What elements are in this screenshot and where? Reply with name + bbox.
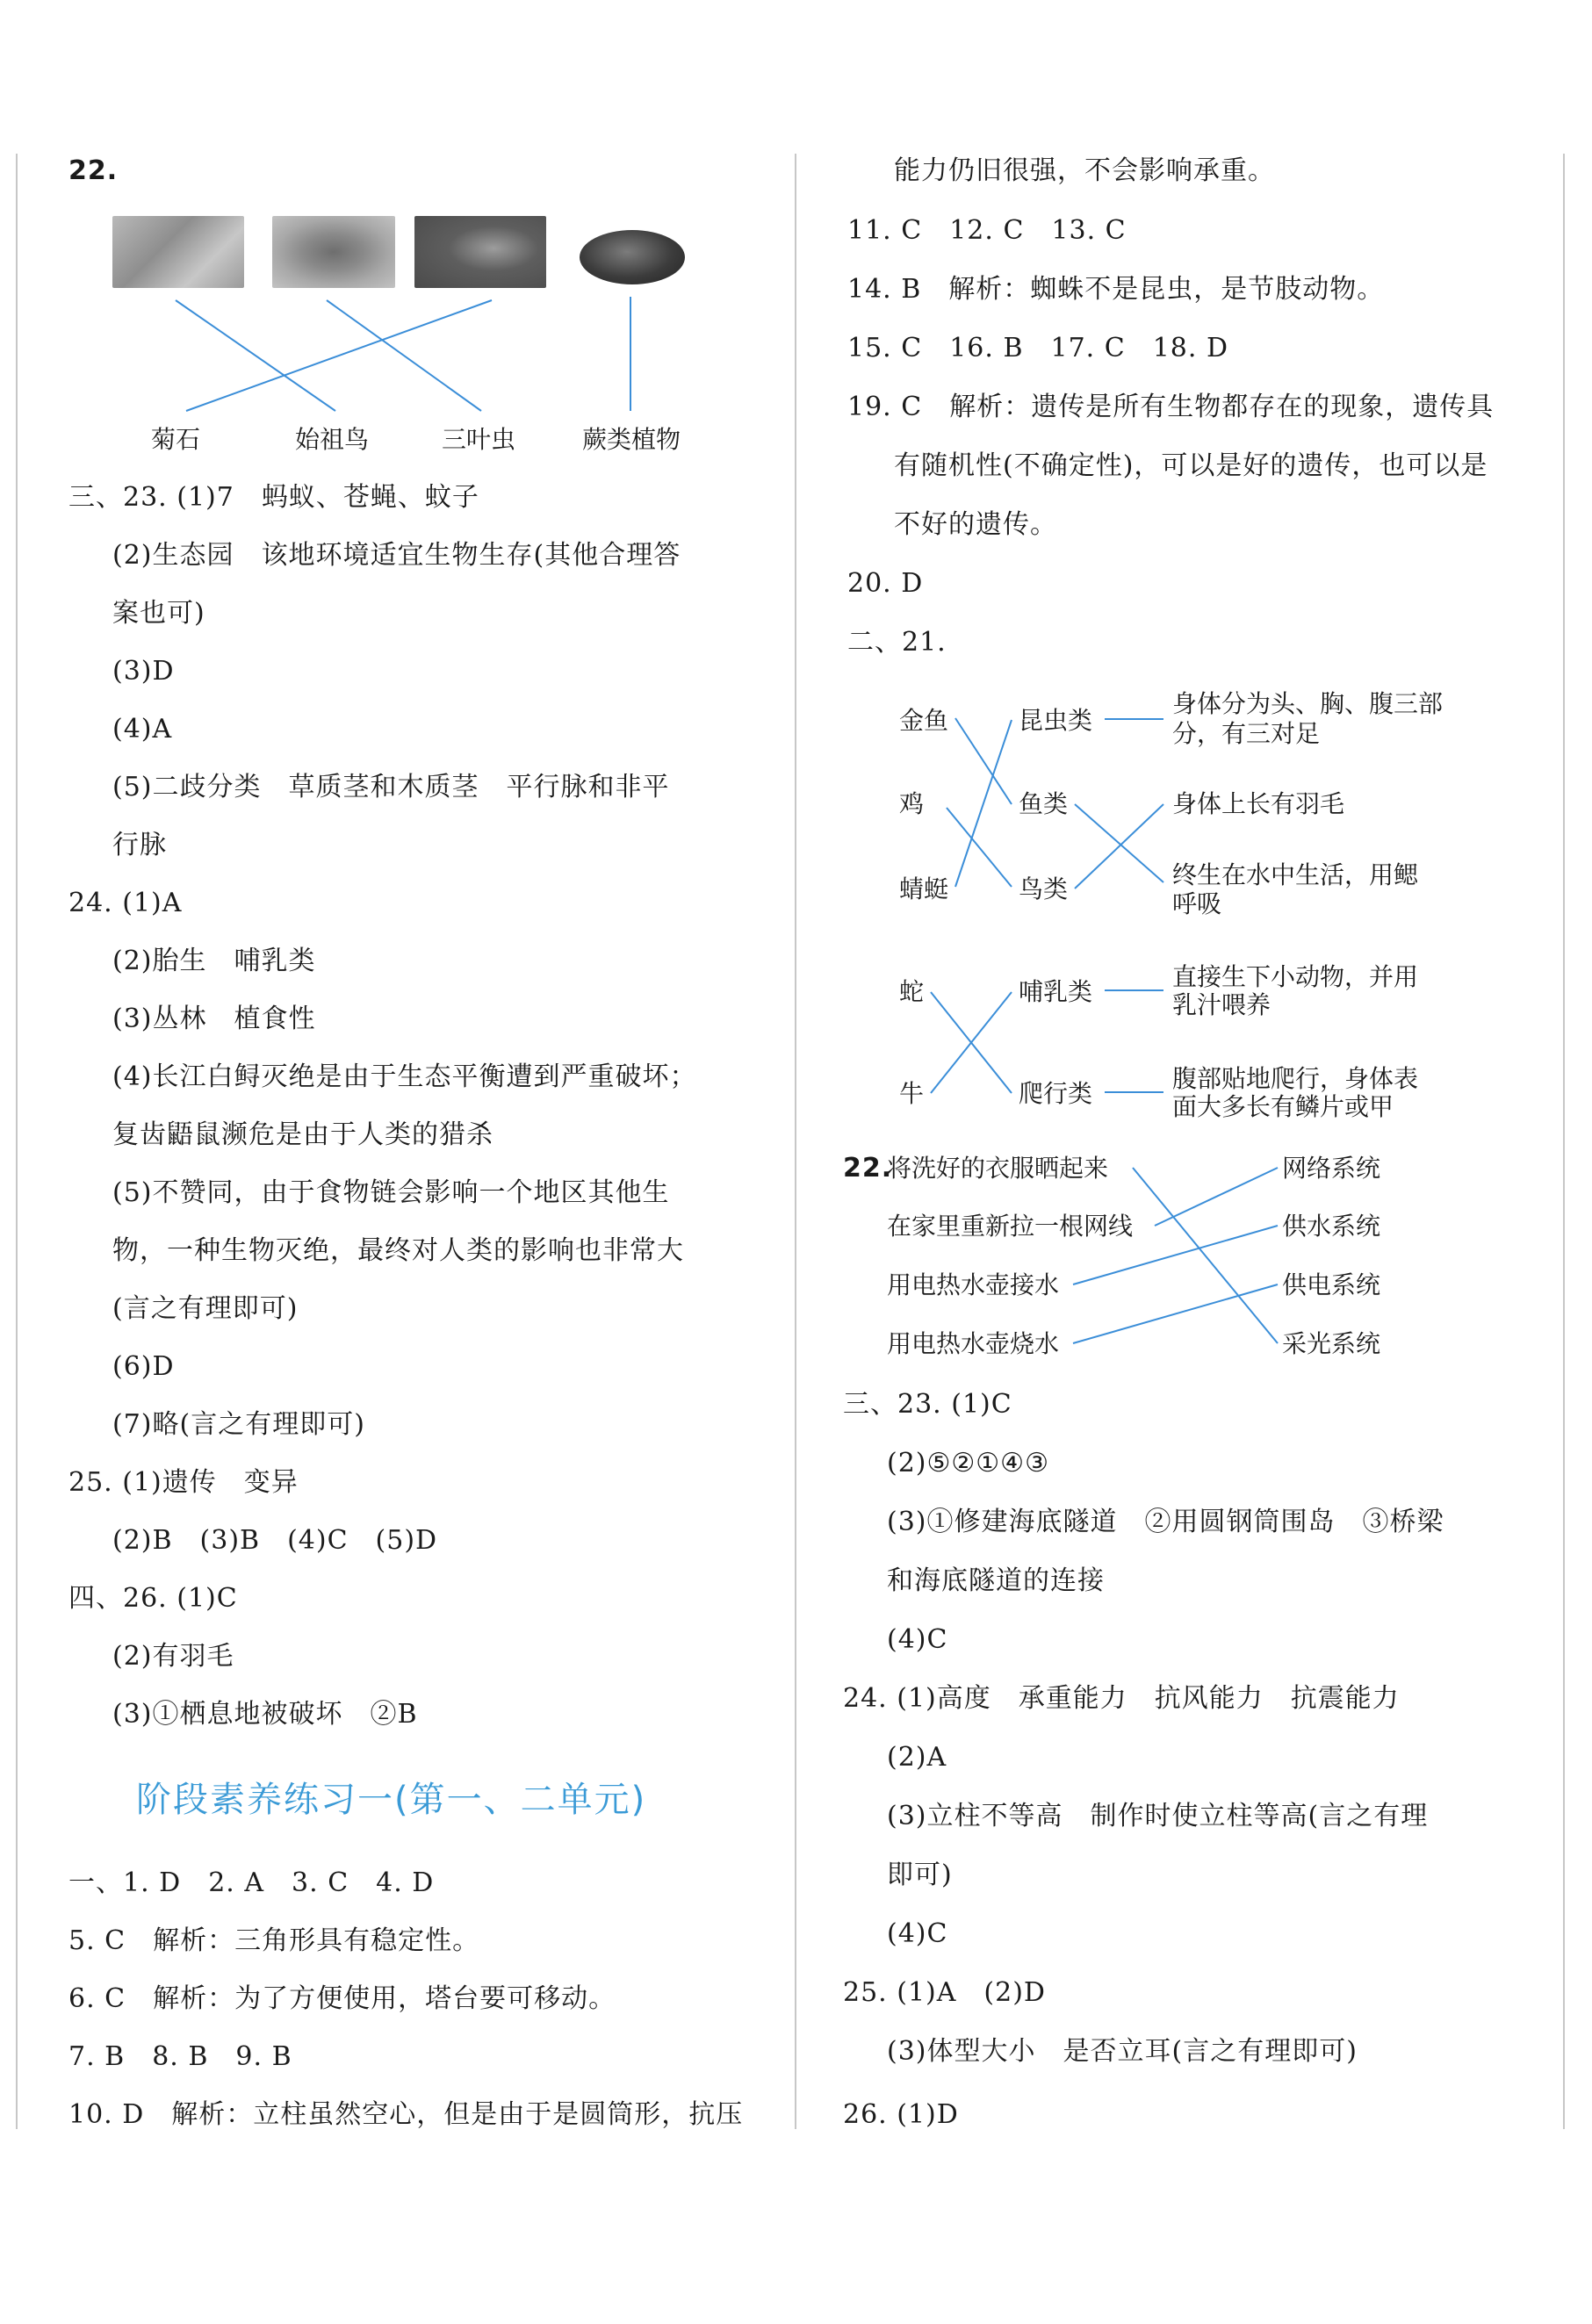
fossil-label-ammonite: 菊石 [151,425,201,454]
r-line-1: 能力仍旧很强，不会影响承重。 [894,155,1275,186]
animal-cow: 牛 [899,1079,925,1108]
q24-line-4: (4)长江白鲟灭绝是由于生态平衡遭到严重破坏； [112,1061,697,1092]
q25-line-2: (2)B (3)B (4)C (5)D [112,1525,438,1556]
q24-line-2: (2)胎生 哺乳类 [112,946,316,976]
r-rest-9: 即可) [887,1860,953,1890]
r-rest-1: 三、23. (1)C [843,1389,1012,1420]
r-rest-3: (3)①修建海底隧道 ②用圆钢筒围岛 ③桥梁 [887,1507,1444,1537]
r-rest-7: (2)A [887,1742,947,1773]
r-rest-5: (4)C [887,1624,948,1655]
q25-line-1: 25. (1)遗传 变异 [68,1467,299,1498]
feature-reptile-1: 腹部贴地爬行，身体表 [1172,1064,1419,1093]
answer-line-4: 7. B 8. B 9. B [68,2041,292,2072]
class-insect: 昆虫类 [1019,706,1093,735]
r-rest-12: (3)体型大小 是否立耳(言之有理即可) [887,2036,1358,2067]
feature-water-2: 呼吸 [1172,889,1222,918]
r-rest-11: 25. (1)A (2)D [843,1977,1046,2008]
r-line-6: 有随机性(不确定性)，可以是好的遗传，也可以是 [894,450,1488,481]
section-title: 阶段素养练习一(第一、二单元) [136,1780,647,1820]
r-line-3: 14. B 解析：蜘蛛不是昆虫，是节肢动物。 [847,274,1385,305]
class-reptile: 爬行类 [1019,1079,1093,1108]
feature-water-1: 终生在水中生活，用鳃 [1172,860,1419,889]
r-line-4: 15. C 16. B 17. C 18. D [847,333,1228,363]
q23-line-3: 案也可) [112,598,205,629]
q26-line-3: (3)①栖息地被破坏 ②B [112,1699,418,1730]
task-fill-kettle: 用电热水壶接水 [887,1270,1060,1299]
q24-line-1: 24. (1)A [68,888,183,918]
r-line-7: 不好的遗传。 [894,509,1057,540]
r-line-5: 19. C 解析：遗传是所有生物都存在的现象，遗传具 [847,392,1495,422]
class-mammal: 哺乳类 [1019,977,1093,1006]
q24-line-6: (5)不赞同，由于食物链会影响一个地区其他生 [112,1177,670,1208]
q24-line-9: (6)D [112,1351,175,1382]
animal-snake: 蛇 [899,977,925,1006]
system-power: 供电系统 [1282,1270,1381,1299]
feature-insect-1: 身体分为头、胸、腹三部 [1172,689,1444,718]
r-q22-label: 22. [843,1153,893,1184]
q24-line-10: (7)略(言之有理即可) [112,1409,365,1440]
answer-line-1: 一、1. D 2. A 3. C 4. D [68,1867,435,1898]
q23-line-2: (2)生态园 该地环境适宜生物生存(其他合理答 [112,540,681,571]
answer-line-3: 6. C 解析：为了方便使用，塔台要可移动。 [68,1983,616,2014]
r-line-9: 二、21. [847,627,947,658]
animal-dragonfly: 蜻蜓 [899,874,949,903]
q22-label: 22. [68,155,119,186]
q24-line-3: (3)丛林 植食性 [112,1004,316,1034]
q23-line-4: (3)D [112,656,175,687]
feature-reptile-2: 面大多长有鳞片或甲 [1172,1092,1394,1121]
q24-line-5: 复齿鼯鼠濒危是由于人类的猎杀 [112,1119,493,1150]
feature-mammal-1: 直接生下小动物，并用 [1172,962,1419,991]
system-light: 采光系统 [1282,1329,1381,1358]
r-rest-8: (3)立柱不等高 制作时使立柱等高(言之有理 [887,1801,1429,1831]
feature-insect-2: 分，有三对足 [1172,719,1321,748]
q24-line-7: 物，一种生物灭绝，最终对人类的影响也非常大 [112,1235,684,1266]
r-rest-13: 26. (1)D [843,2099,959,2130]
feature-feathers: 身体上长有羽毛 [1172,789,1345,818]
animal-goldfish: 金鱼 [899,706,949,735]
task-network-cable: 在家里重新拉一根网线 [887,1212,1134,1241]
r-rest-2: (2)⑤②①④③ [887,1448,1049,1479]
feature-mammal-2: 乳汁喂养 [1172,990,1271,1019]
answer-line-2: 5. C 解析：三角形具有稳定性。 [68,1925,480,1956]
q23-line-7: 行脉 [112,830,167,860]
fossil-label-trilobite: 三叶虫 [442,425,516,454]
class-bird: 鸟类 [1019,874,1069,903]
system-network: 网络系统 [1282,1154,1381,1183]
q23-line-5: (4)A [112,714,173,745]
q26-line-2: (2)有羽毛 [112,1641,234,1672]
q23-line-6: (5)二歧分类 草质茎和木质茎 平行脉和非平 [112,772,670,802]
r-rest-10: (4)C [887,1918,948,1949]
r-rest-4: 和海底隧道的连接 [887,1565,1105,1596]
q24-line-8: (言之有理即可) [112,1293,299,1324]
answer-line-5: 10. D 解析：立柱虽然空心，但是由于是圆筒形，抗压 [68,2099,744,2130]
system-water: 供水系统 [1282,1212,1381,1241]
fossil-label-fern: 蕨类植物 [582,425,681,454]
task-dry-clothes: 将洗好的衣服晒起来 [887,1154,1109,1183]
task-boil-water: 用电热水壶烧水 [887,1329,1060,1358]
q23-line-1: 三、23. (1)7 蚂蚁、苍蝇、蚊子 [68,482,479,513]
r-line-8: 20. D [847,568,924,599]
fossil-label-archaeopteryx: 始祖鸟 [295,425,370,454]
r-rest-6: 24. (1)高度 承重能力 抗风能力 抗震能力 [843,1683,1400,1714]
r-line-2: 11. C 12. C 13. C [847,215,1127,246]
class-fish: 鱼类 [1019,789,1069,818]
q26-line-1: 四、26. (1)C [68,1583,238,1614]
animal-chicken: 鸡 [899,789,925,818]
